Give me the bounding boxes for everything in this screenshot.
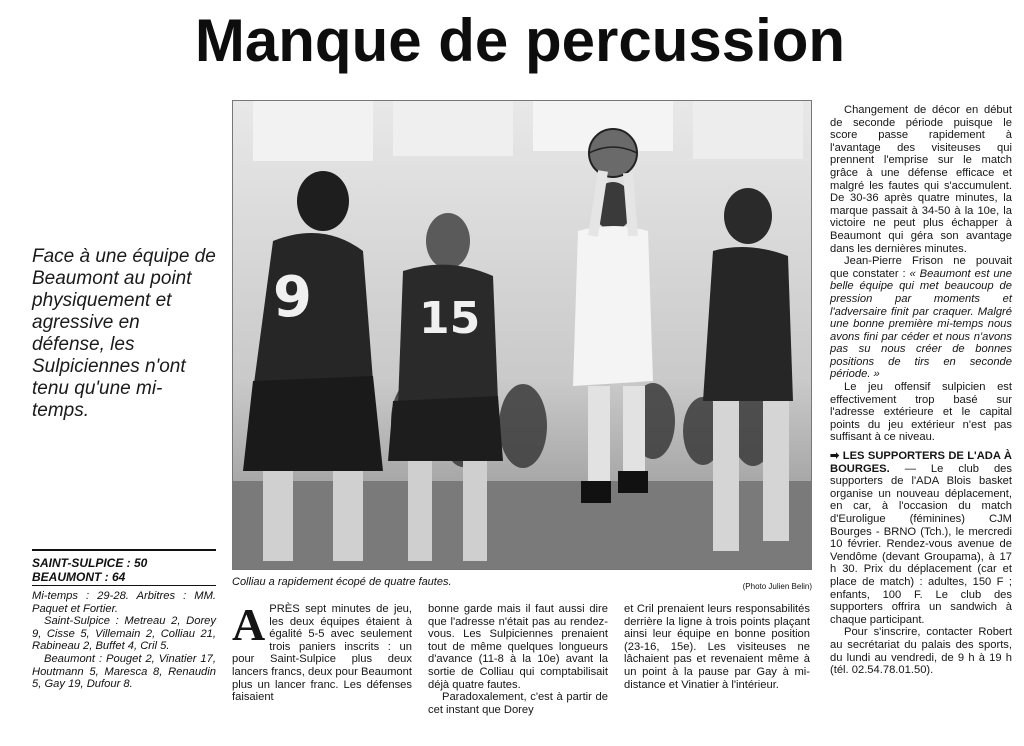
article-right-col <box>830 104 1012 677</box>
score-team1: SAINT-SULPICE : 50 <box>32 556 148 570</box>
article-right-p1: Changement de décor en début de seconde période puisque le score passe rapidement à l'avantage des visiteuses qui prennent l'emprise sur le match grâce à une défense efficace et malgré les fautes qui s'accumulent. De 30-36 après quatre minutes, la marque passait à 34-50 à la 10e, la victoire ne peut plus échapper à Beaumont qui géra son avantage dans les dernières minutes. <box>830 104 1012 255</box>
photo-credit: (Photo Julien Belin) <box>742 582 812 591</box>
score-saint-sulpice: Saint-Sulpice : Metreau 2, Dorey 9, Cisse 5, Villemain 2, Colliau 21, Rabineau 2, Buffet 4, Cril 5. <box>32 615 216 653</box>
jersey-number-left: 9 <box>273 265 312 330</box>
article-col2-p2: Paradoxalement, c'est à partir de cet instant que Dorey <box>428 691 608 716</box>
article-col-2 <box>428 603 608 716</box>
photo-illustration <box>233 101 811 569</box>
article-col3-text: et Cril prenaient leurs responsabilités derrière la ligne à trois points plaçant ainsi leur équipe en bonne position (23-16, 15e). Les visiteuses ne lâchaient pas et revenaient même à un point à la pause par Gay à mi-distance et Vinatier à l'intérieur. <box>624 603 810 691</box>
score-beaumont: Beaumont : Pouget 2, Vinatier 17, Houtmann 5, Maresca 8, Renaudin 5, Gay 19, Dufour 8. <box>32 652 216 691</box>
score-mid-rule <box>32 585 216 586</box>
article-right-p2-quote: « Beaumont est une belle équipe qui met beaucoup de pression par moments et l'adversaire finit par craquer. Malgré une bonne première mi-temps nous avons fini par céder et nous n'avons pas su nous créer de bonnes positions de tirs en seconde période. » <box>830 267 1013 381</box>
supporters-text: — Le club des supporters de l'ADA Blois basket organise un nouveau déplacement, en car, à l'occasion du match d'Euroligue (féminines) CJM Bourges - BRNO (Tch.), le mercredi 10 février. Rendez-vous avenue de Vendôme (devant Groupama), à 17 h 30. Prix du déplacement (car et place de match) : adultes, 150 F ; enfants, 100 F. Le club des supporters offrira un sandwich à chaque participant. <box>830 462 1012 626</box>
score-top-rule <box>32 549 216 551</box>
article-col-3 <box>624 603 810 691</box>
headline: Manque de percussion <box>194 7 846 74</box>
article-col-1 <box>232 599 412 704</box>
article-col1-text: PRÈS sept minutes de jeu, les deux équipes étaient à égalité 5-5 avec seulement trois paniers inscrits : un pour Saint-Sulpice plus deux lancers francs, deux pour Beaumont plus un lancer franc. Les défenses faisaient <box>232 603 412 704</box>
score-details <box>32 590 216 691</box>
score-box <box>32 556 216 584</box>
score-team2: BEAUMONT : 64 <box>32 570 126 584</box>
jersey-number-mid: 15 <box>419 293 481 344</box>
supporters-p2: Pour s'inscrire, contacter Robert au secrétariat du palais des sports, du lundi au vendredi, de 9 h à 19 h (tél. 02.54.78.01.50). <box>830 626 1012 677</box>
article-right-p3: Le jeu offensif sulpicien est effectivement trop basé sur l'adresse extérieure et le capital points du jeu extérieur n'est pas suffisant à ce niveau. <box>830 381 1012 444</box>
article-right-p2-intro: Jean-Pierre Frison ne pouvait que constater : <box>830 255 1012 280</box>
basketball-photo <box>232 100 812 570</box>
drop-cap: A <box>232 599 266 650</box>
photo-caption: Colliau a rapidement écopé de quatre fautes. <box>232 576 452 588</box>
supporters-heading: ➡ LES SUPPORTERS DE L'ADA À BOURGES. <box>830 450 1012 475</box>
article-col2-p1: bonne garde mais il faut aussi dire que l'adresse n'était pas au rendez-vous. Les Sulpiciennes prenaient tout de même quelques longueurs d'avance (11-8 à la 10e) avant la sortie de Colliau qui comptabilisait déjà quatre fautes. <box>428 603 608 691</box>
score-halftime: Mi-temps : 29-28. Arbitres : MM. Paquet et Fortier. <box>32 590 216 615</box>
lede-text: Face à une équipe de Beaumont au point physiquement et agressive en défense, les Sulpiciennes n'ont tenu qu'une mi-temps. <box>32 246 216 421</box>
